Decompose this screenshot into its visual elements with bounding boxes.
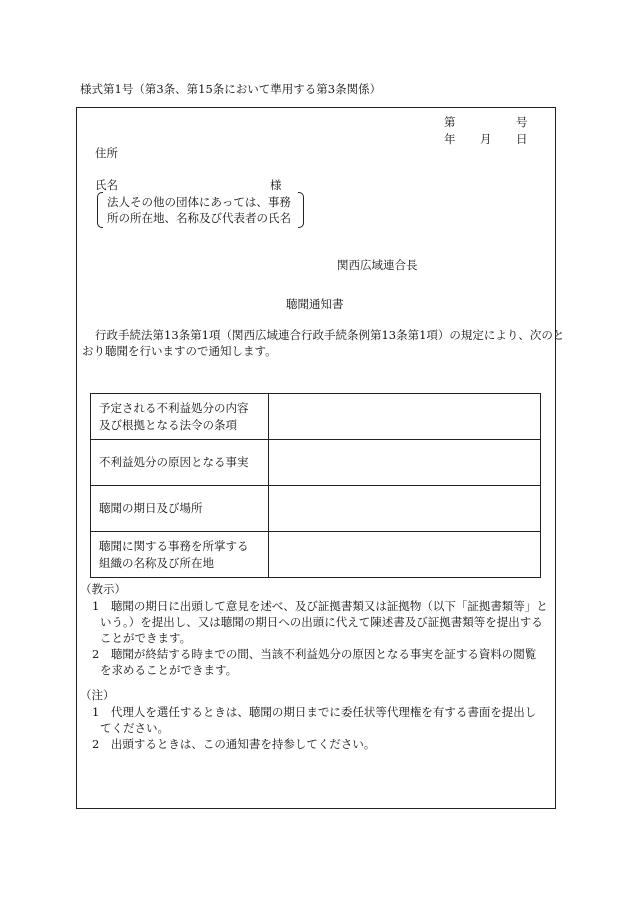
table-row — [91, 440, 541, 486]
row-label — [91, 486, 269, 532]
instruction-item2-line1: 2 聴聞が終結する時までの間、当該不利益処分の原因となる事実を証する資料の閲覧 — [92, 647, 537, 661]
issuer: 関西広域連合長 — [337, 258, 418, 272]
table-row — [91, 394, 541, 440]
row-value — [269, 394, 541, 440]
row-label-line1: 不利益処分の原因となる事実 — [99, 455, 249, 469]
row-label-line2: 及び根拠となる法令の条項 — [99, 417, 237, 432]
corp-note-line2: 所の所在地、名称及び代表者の氏名 — [107, 211, 291, 225]
name-label: 氏名 — [95, 178, 118, 192]
notes-item1-line2: てください。 — [100, 721, 169, 735]
instruction-item1-line1: 1 聴聞の期日に出頭して意見を述べ、及び証拠書類又は証拠物（以下「証拠書類等」と — [92, 599, 548, 613]
date-month: 月 — [480, 132, 492, 146]
instruction-heading: （教示） — [80, 582, 126, 596]
document-title: 聴聞通知書 — [286, 297, 344, 311]
intro-line1: 行政手続法第13条第1項（関西広域連合行政手続条例第13条第1項）の規定により、次のと — [95, 328, 565, 342]
date-day: 日 — [516, 132, 528, 146]
notes-heading: （注） — [80, 688, 115, 702]
honorific: 様 — [270, 178, 282, 192]
row-label-line1: 予定される不利益処分の内容 — [99, 400, 249, 415]
form-title: 様式第1号（第3条、第15条において準用する第3条関係） — [80, 82, 382, 96]
notes-item1-line1: 1 代理人を選任するときは、聴聞の期日までに委任状等代理権を有する書面を提出し — [92, 705, 537, 719]
row-label — [91, 394, 269, 440]
row-label — [91, 440, 269, 486]
table-row — [91, 486, 541, 532]
corp-note-line1: 法人その他の団体にあっては、事務 — [107, 195, 291, 209]
hearing-details-table — [90, 393, 541, 578]
intro-line2: おり聴聞を行いますので通知します。 — [82, 344, 277, 358]
instruction-item1-line2: いう。）を提出し、又は聴聞の期日への出頭に代えて陳述書及び証拠書類等を提出する — [100, 615, 543, 629]
bracket-right — [298, 192, 304, 228]
row-value — [269, 532, 541, 578]
address-label: 住所 — [95, 146, 118, 160]
table-row — [91, 532, 541, 578]
number-suffix: 号 — [516, 115, 528, 129]
row-label-line2: 組織の名称及び所在地 — [99, 555, 214, 570]
date-year: 年 — [444, 132, 456, 146]
number-prefix: 第 — [444, 115, 456, 129]
instruction-item2-line2: を求めることができます。 — [100, 663, 238, 677]
row-value — [269, 486, 541, 532]
notes-item2-line1: 2 出頭するときは、この通知書を持参してください。 — [92, 737, 376, 751]
row-value — [269, 440, 541, 486]
row-label-line1: 聴聞の期日及び場所 — [99, 501, 203, 515]
bracket-left — [97, 192, 103, 228]
row-label-line1: 聴聞に関する事務を所掌する — [99, 538, 249, 553]
instruction-item1-line3: ことができます。 — [100, 631, 192, 645]
row-label — [91, 532, 269, 578]
